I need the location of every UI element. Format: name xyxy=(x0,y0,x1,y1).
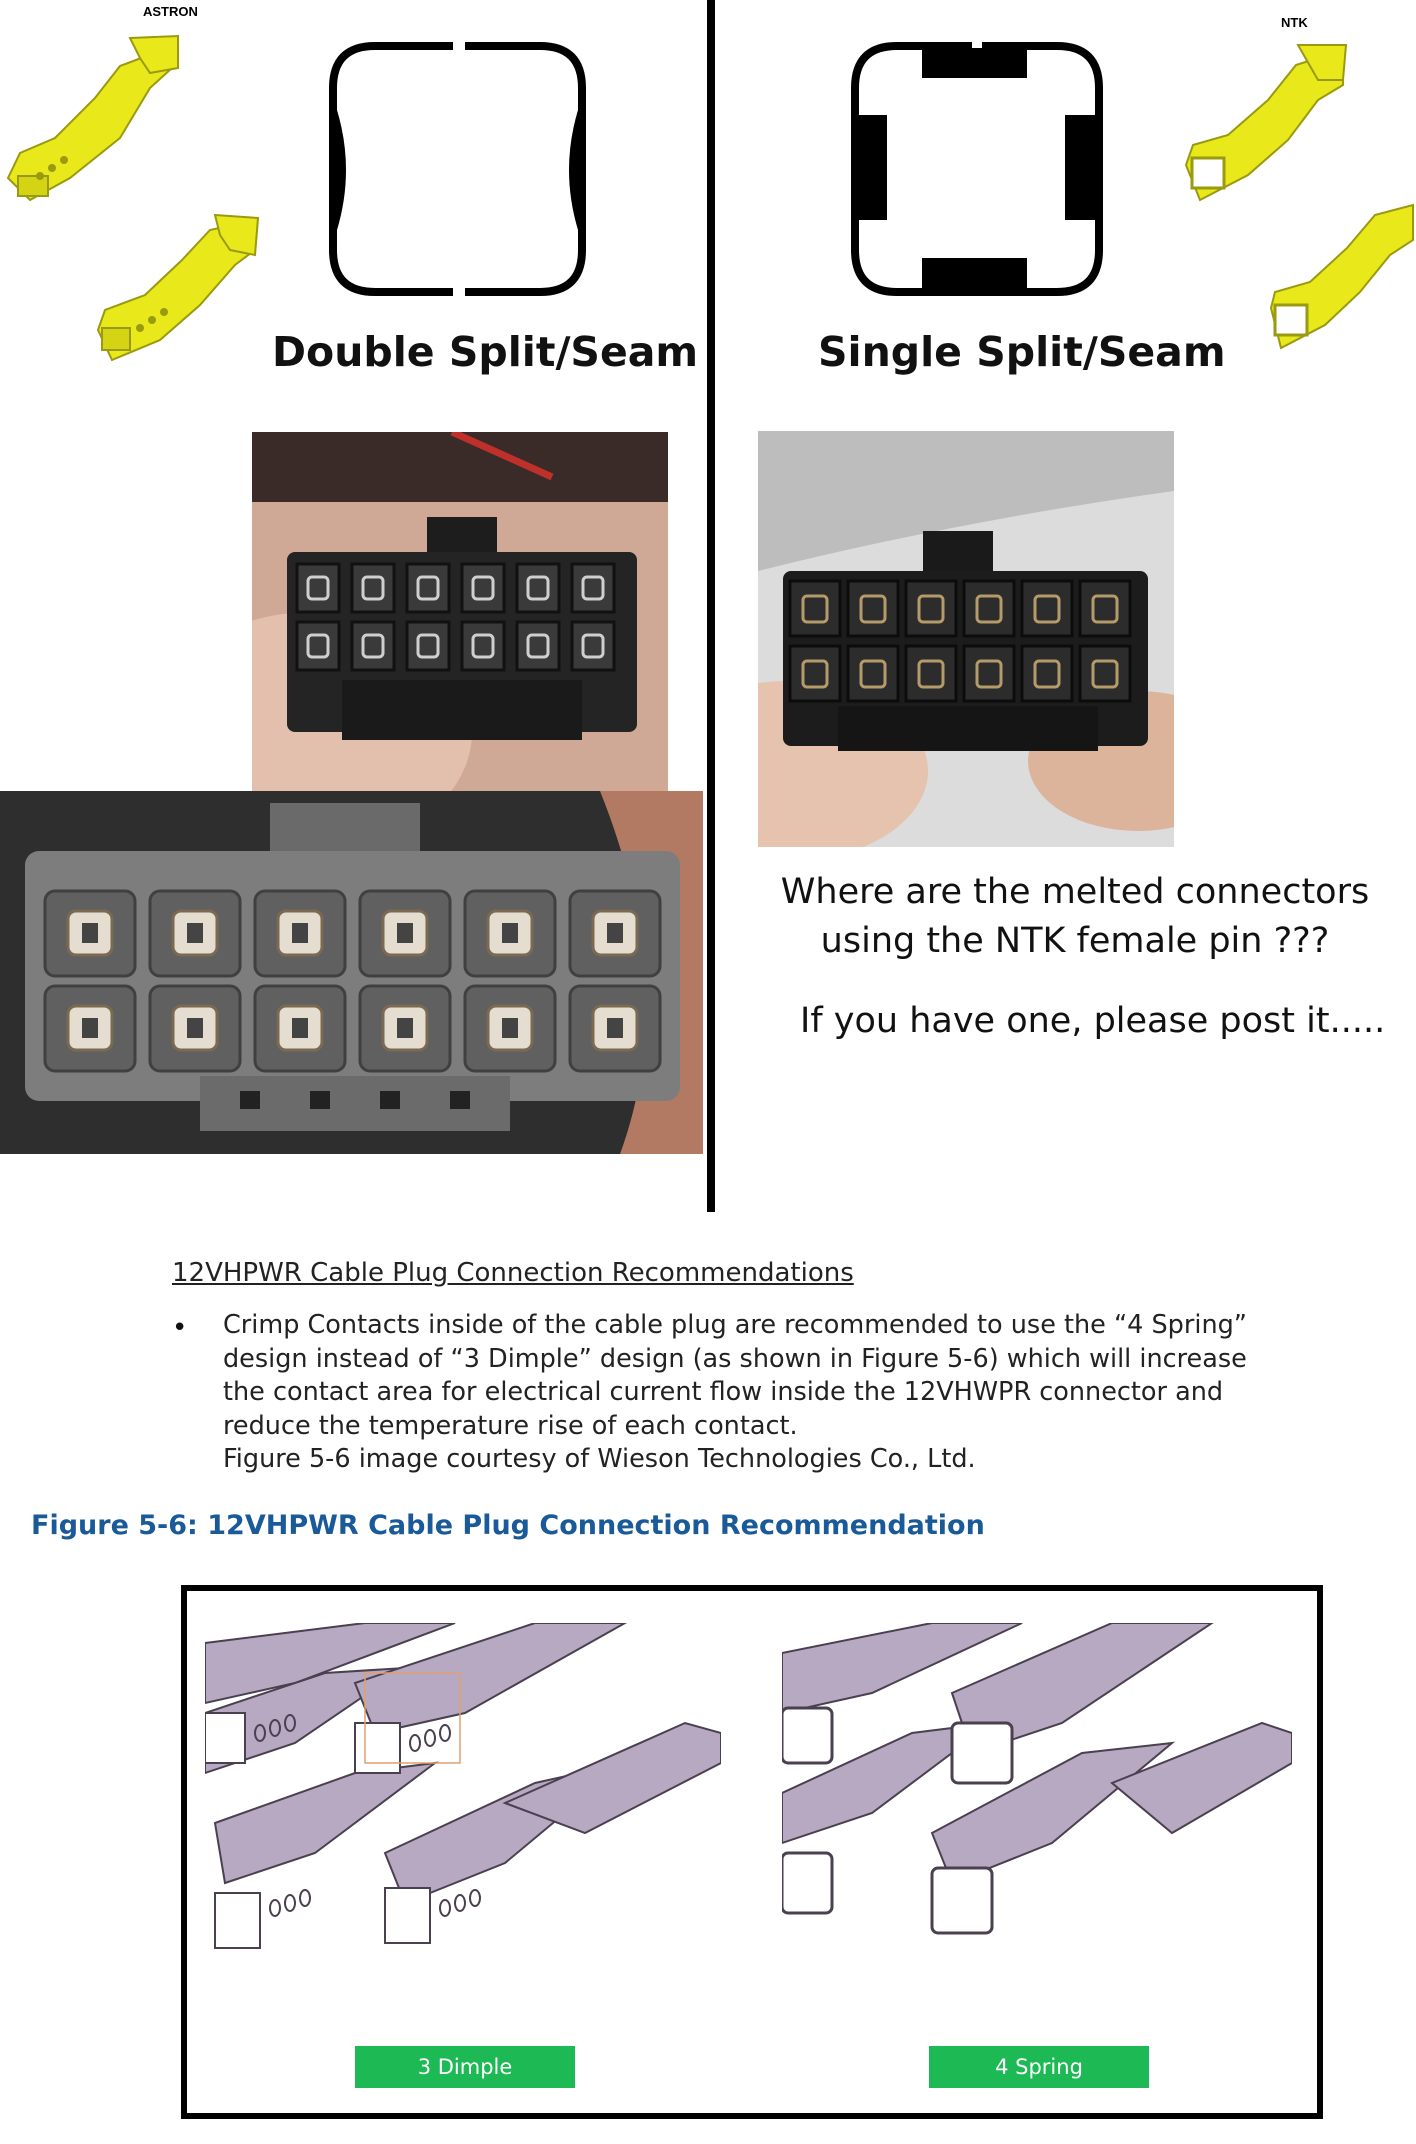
double-split-diagram xyxy=(325,40,590,300)
recommendation-bullet xyxy=(223,1309,1313,1477)
connector-photo-closeup xyxy=(0,791,703,1154)
single-split-heading: Single Split/Seam xyxy=(818,328,1226,376)
vertical-divider xyxy=(707,0,715,1212)
four-spring-render xyxy=(782,1623,1292,1973)
label-3-dimple: 3 Dimple xyxy=(355,2046,575,2088)
double-split-heading: Double Split/Seam xyxy=(272,328,699,376)
bullet-line-3: the contact area for electrical current flow inside the 12VHWPR connector and xyxy=(223,1377,1224,1407)
bullet-line-4: reduce the temperature rise of each contact. xyxy=(223,1410,798,1441)
connector-photo-hand xyxy=(252,432,668,792)
ntk-connector-photo xyxy=(758,431,1174,847)
bullet-line-2: design instead of “3 Dimple” design (as shown in Figure 5-6) which will increase xyxy=(223,1343,1247,1374)
ntk-brand-label: NTK xyxy=(1281,15,1308,30)
figure-5-6-frame xyxy=(181,1585,1323,2119)
question-line-1: Where are the melted connectors xyxy=(780,872,1370,912)
bullet-line-5: Figure 5-6 image courtesy of Wieson Technologies Co., Ltd. xyxy=(223,1444,976,1474)
bullet-marker: • xyxy=(172,1313,188,1343)
bullet-line-1: Crimp Contacts inside of the cable plug are recommended to use the “4 Spring” xyxy=(223,1310,1247,1340)
astron-pin-image-1 xyxy=(0,28,190,208)
astron-brand-label: ASTRON xyxy=(143,4,198,19)
single-split-diagram xyxy=(847,40,1107,300)
figure-caption: Figure 5-6: 12VHPWR Cable Plug Connection Recommendation xyxy=(31,1510,985,1541)
question-line-2: using the NTK female pin ??? xyxy=(820,921,1330,961)
astron-pin-image-2 xyxy=(90,210,270,375)
three-dimple-render xyxy=(205,1623,721,1973)
recommendation-title: 12VHPWR Cable Plug Connection Recommendations xyxy=(172,1258,854,1288)
question-line-3: If you have one, please post it..... xyxy=(800,1001,1386,1041)
ntk-pin-image-2 xyxy=(1265,200,1415,360)
label-4-spring: 4 Spring xyxy=(929,2046,1149,2088)
ntk-pin-image-1 xyxy=(1178,40,1348,210)
